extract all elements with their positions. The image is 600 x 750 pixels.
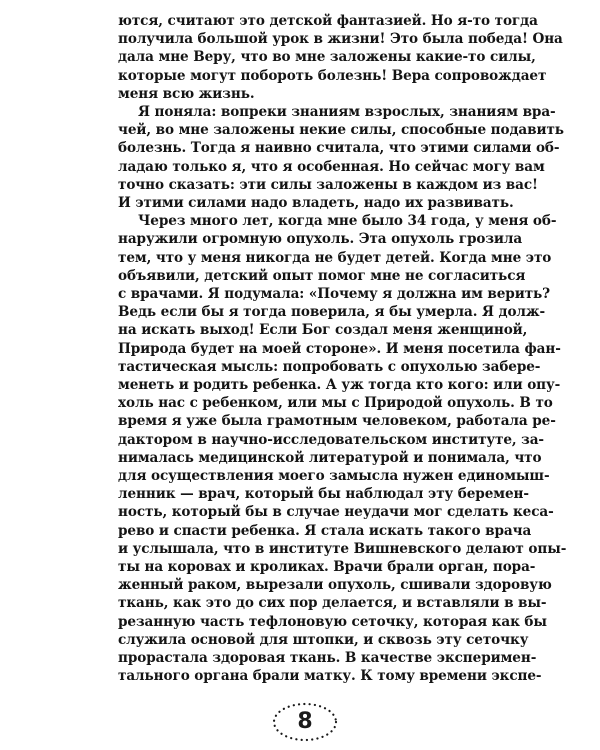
text-line: холь нас с ребенком, или мы с Природой опухоль. В то [118,395,553,412]
text-line: ткань, как это до сих пор делается, и вставляли в вы- [118,595,547,612]
text-line: точно сказать: эти силы заложены в каждом из вас! [118,176,538,193]
text-line: Я поняла: вопреки знаниям взрослых, знаниям вра- [138,104,556,120]
text-line: с врачами. Я подумала: «Почему я должна им верить? [118,286,551,302]
text-line: тастическая мысль: попробовать с опухолью забере- [118,358,541,375]
text-line: ность, который бы в случае неудачи мог сделать кеса- [118,504,554,521]
text-line: ются, считают это детской фантазией. Но я-то тогда [118,13,538,29]
text-line: объявили, детский опыт помог мне не согласиться [118,267,526,284]
text-line: получила большой урок в жизни! Это была победа! Она [118,31,563,48]
text-line: время я уже была грамотным человеком, работала ре- [118,413,556,430]
text-line: менеть и родить ребенка. А уж тогда кто кого: или опу- [118,377,561,393]
text-line: И этими силами надо владеть, надо их развивать. [118,195,514,211]
text-line: ладаю только я, что я особенная. Но сейчас могу вам [118,158,545,175]
text-line: на искать выход! Если Бог создал меня женщиной, [118,322,528,339]
text-line: тального органа брали матку. К тому времени экспе- [118,668,542,685]
text-line: тем, что у меня никогда не будет детей. Когда мне это [118,249,552,266]
text-line: Природа будет на моей стороне». И меня посетила фан- [118,340,561,357]
page-number: 8 [297,709,313,734]
text-line: которые могут побороть болезнь! Вера сопровождает [118,67,547,84]
text-line: ленник — врач, который бы наблюдал эту беремен- [118,486,529,503]
text-line: Через много лет, когда мне было 34 года, у меня об- [138,213,557,230]
text-line: болезнь. Тогда я наивно считала, что этими силами об- [118,140,560,157]
text-line: чей, во мне заложены некие силы, способные подавить [118,122,564,139]
text-line: служила основой для штопки, и сквозь эту сеточку [118,631,529,648]
text-line: прорастала здоровая ткань. В качестве эксперимен- [118,650,537,666]
text-line: женный раком, вырезали опухоль, сшивали здоровую [118,577,552,594]
text-line: рево и спасти ребенка. Я стала искать такого врача [118,522,532,539]
text-line: дактором в научно-исследовательском институте, за- [118,431,544,448]
text-line: дала мне Веру, что во мне заложены какие-то силы, [118,49,536,66]
text-line: для осуществления моего замысла нужен единомыш- [118,468,550,484]
text-line: Ведь если бы я тогда поверила, я бы умерла. Я долж- [118,304,546,321]
text-line: ты на коровах и кроликах. Врачи брали орган, пора- [118,559,536,575]
text-line: и услышала, что в институте Вишневского делают опы- [118,540,567,557]
text-line: меня всю жизнь. [118,85,255,102]
text-line: нималась медицинской литературой и понимала, что [118,449,542,466]
text-line: наружили огромную опухоль. Эта опухоль грозила [118,231,523,248]
page-number-badge [270,700,340,744]
text-line: резанную часть тефлоновую сеточку, которая как бы [118,613,547,630]
